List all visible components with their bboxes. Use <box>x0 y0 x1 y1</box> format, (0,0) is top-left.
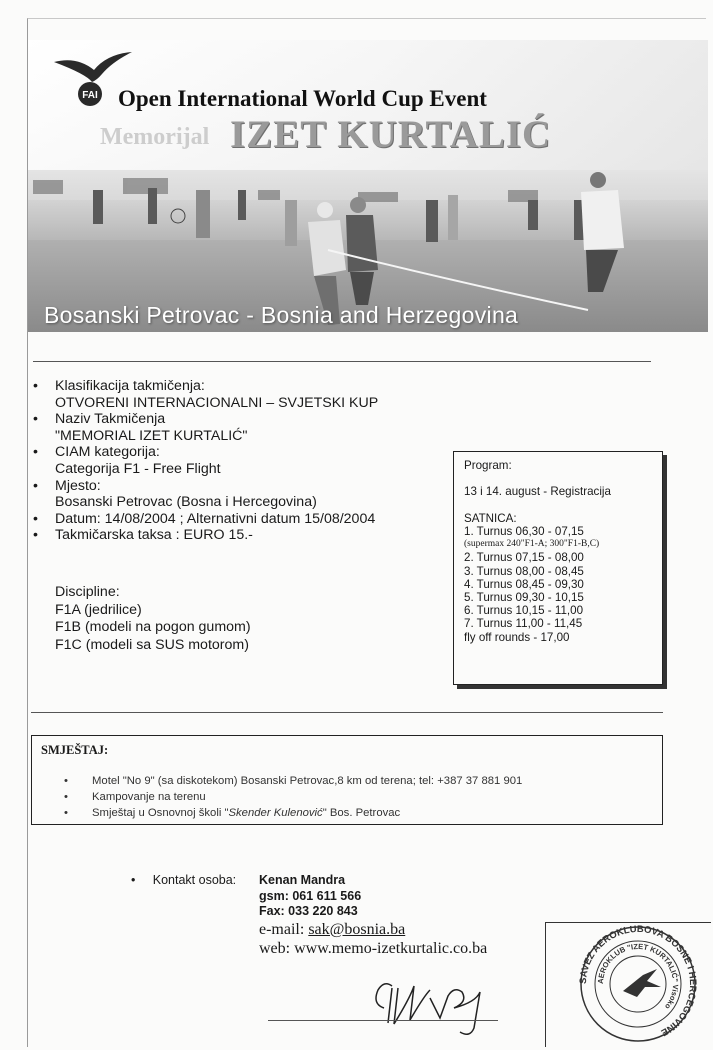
disciplines <box>55 584 415 654</box>
info-label: CIAM kategorija: <box>55 444 160 461</box>
discipline-item: F1A (jedrilice) <box>55 601 142 618</box>
info-item-name <box>33 411 463 444</box>
contact-gsm: gsm: 061 611 566 <box>259 888 362 903</box>
program-registration: 13 i 14. august - Registracija <box>464 485 611 499</box>
round-row: 6. Turnus 10,15 - 11,00 <box>464 604 584 618</box>
info-value: Bosanski Petrovac (Bosna i Hercegovina) <box>55 494 317 511</box>
accommodation-item: • Smještaj u Osnovnoj školi "Skender Kulenović" Bos. Petrovac <box>64 806 522 822</box>
stamp-inner-text: AEROKLUB "IZET KURTALIĆ" Visoko <box>595 941 681 1012</box>
contact-web[interactable]: web: www.memo-izetkurtalic.co.ba <box>259 939 488 957</box>
info-item-date <box>33 511 463 528</box>
info-label: Datum: 14/08/2004 ; Alternativni datum 15/08/2004 <box>55 510 376 527</box>
fai-logo-text: FAI <box>82 90 98 101</box>
accommodation-box <box>31 735 663 825</box>
info-value: OTVORENI INTERNACIONALNI – SVJETSKI KUP <box>55 394 379 411</box>
accommodation-item: • Kampovanje na terenu <box>64 790 522 806</box>
contact-name: Kenan Mandra <box>259 873 346 887</box>
info-item-fee <box>33 527 463 544</box>
round-row: 2. Turnus 07,15 - 08,00 <box>464 551 584 565</box>
email-link[interactable]: sak@bosnia.ba <box>308 920 406 938</box>
accommodation-heading: SMJEŠTAJ: <box>41 743 109 757</box>
contact-fax: Fax: 033 220 843 <box>259 904 358 918</box>
stamp-outer-text: SAVEZ AEROKLUBOVA BOSNE I HERCEGOVINE <box>577 925 699 1038</box>
bullet-icon: • <box>64 775 68 787</box>
divider-top <box>33 361 651 362</box>
glider-icon <box>623 969 661 997</box>
bullet-icon: • <box>33 510 38 527</box>
info-item-classification <box>33 378 463 411</box>
info-value: "MEMORIAL IZET KURTALIĆ" <box>55 427 248 444</box>
accommodation-list <box>64 774 522 821</box>
memorial-heading <box>100 110 700 154</box>
program-heading: Program: <box>464 459 512 472</box>
program-box <box>453 451 663 685</box>
info-item-category <box>33 444 463 477</box>
bullet-icon: • <box>33 527 38 544</box>
bullet-icon: • <box>33 378 38 394</box>
info-label: Klasifikacija takmičenja: <box>55 378 205 394</box>
round-row: 5. Turnus 09,30 - 10,15 <box>464 591 584 605</box>
banner-location: Bosanski Petrovac - Bosnia and Herzegovina <box>44 302 519 328</box>
competition-info-list <box>33 378 463 544</box>
info-label: Mjesto: <box>55 477 101 494</box>
discipline-item: F1C (modeli sa SUS motorom) <box>55 636 249 653</box>
bullet-icon: • <box>33 477 38 494</box>
memorial-name: IZET KURTALIĆ <box>230 113 552 156</box>
round-note: (supermax 240"F1-A; 300"F1-B,C) <box>464 539 600 550</box>
divider-middle <box>31 712 663 713</box>
discipline-item: F1B (modeli na pogon gumom) <box>55 619 251 635</box>
bullet-icon: • <box>33 444 38 461</box>
info-label: Takmičarska taksa : EURO 15.- <box>55 527 253 544</box>
round-row: 4. Turnus 08,45 - 09,30 <box>464 577 584 591</box>
signature-line <box>268 1020 498 1021</box>
event-title: Open International World Cup Event <box>118 86 487 111</box>
bullet-icon: • <box>64 790 68 803</box>
contact-label: • Kontakt osoba: <box>131 873 237 887</box>
memorial-prefix: Memorijal <box>100 124 210 150</box>
accommodation-item: • Motel "No 9" (sa diskotekom) Bosanski Petrovac,8 km od terena; tel: +387 37 881 901 <box>64 774 522 790</box>
satnica-heading: SATNICA: <box>464 511 517 525</box>
info-label: Naziv Takmičenja <box>55 411 166 428</box>
round-row: 7. Turnus 11,00 - 11,45 <box>464 617 583 631</box>
bullet-icon: • <box>131 873 136 887</box>
info-value: Categorija F1 - Free Flight <box>55 460 221 477</box>
round-row: 1. Turnus 06,30 - 07,15 <box>464 525 584 539</box>
round-row: 3. Turnus 08,00 - 08,45 <box>464 564 584 578</box>
disciplines-heading: Discipline: <box>55 584 120 600</box>
contact-email-line: e-mail: sak@bosnia.ba <box>259 920 406 938</box>
fly-off-row: fly off rounds - 17,00 <box>464 630 570 644</box>
signature <box>370 968 500 1038</box>
bullet-icon: • <box>64 806 68 819</box>
info-item-place <box>33 478 463 511</box>
bullet-icon: • <box>33 411 38 428</box>
club-stamp <box>571 925 705 1043</box>
